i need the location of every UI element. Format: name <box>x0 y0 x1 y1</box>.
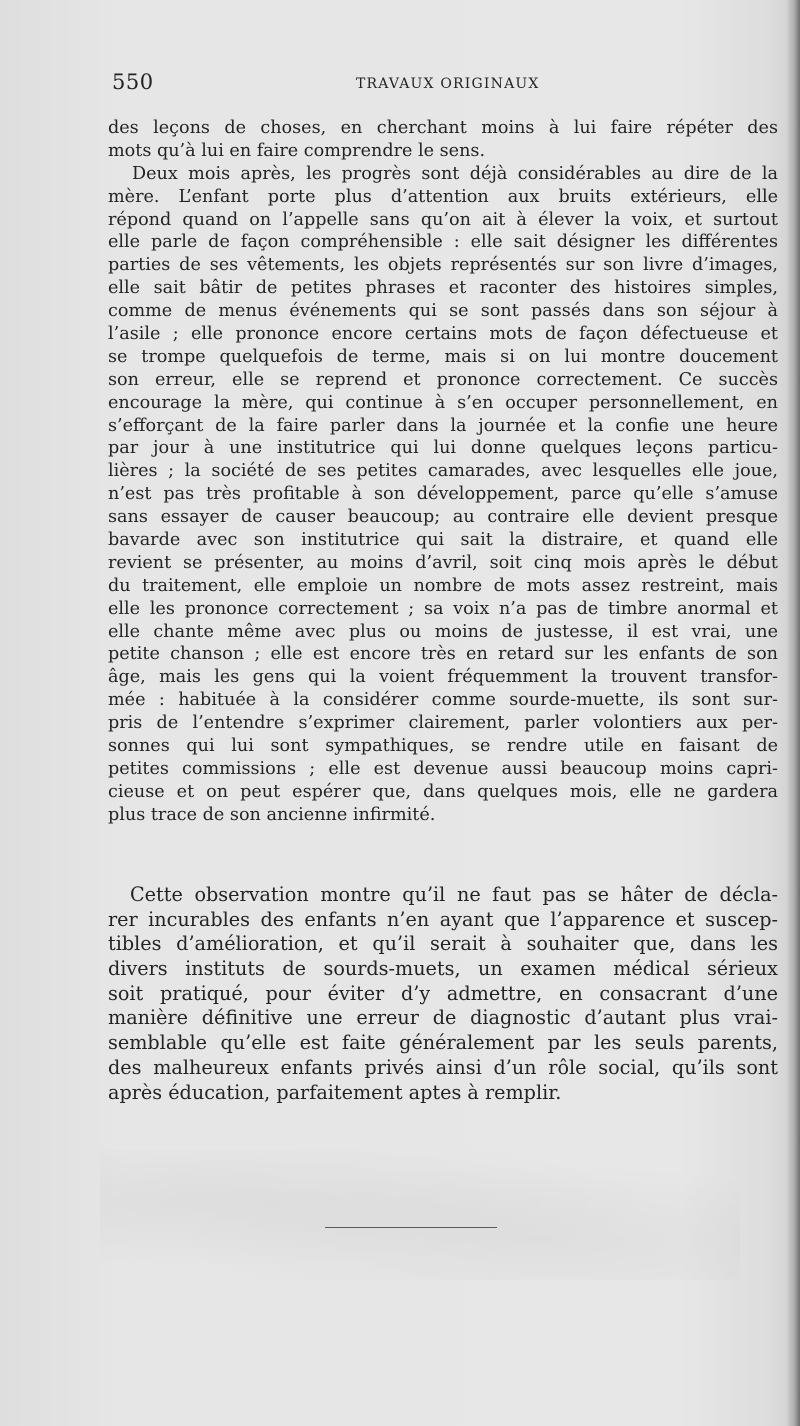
paragraph-case-report <box>108 117 778 827</box>
text-line: soit pratiqué, pour éviter d’y admettre, en consacrant d’une <box>108 981 778 1005</box>
page-header <box>112 70 772 100</box>
text-line: elle chante même avec plus ou moins de justesse, il est vrai, une <box>108 621 778 642</box>
text-line: Cette observation montre qu’il ne faut pas se hâter de décla- <box>130 883 778 906</box>
text-line: n’est pas très profitable à son développement, parce qu’elle s’amuse <box>108 484 778 505</box>
show-through-texture <box>100 1150 740 1280</box>
section-end-rule <box>325 1227 497 1228</box>
text-line: cieuse et on peut espérer que, dans quelques mois, elle ne gardera <box>108 781 778 802</box>
text-line: divers instituts de sourds-muets, un examen médical sérieux <box>108 957 778 981</box>
text-line: son erreur, elle se reprend et prononce correctement. Ce succès <box>108 369 778 390</box>
text-line: sans essayer de causer beaucoup; au contraire elle devient presque <box>108 507 778 528</box>
text-line: lières ; la société de ses petites camarades, avec lesquelles elle joue, <box>108 461 778 482</box>
text-line: des leçons de choses, en cherchant moins à lui faire répéter des <box>108 118 778 138</box>
text-line: mots qu’à lui en faire comprendre le sens. <box>108 140 486 161</box>
text-line: elle les prononce correctement ; sa voix n’a pas de timbre anormal et <box>108 598 778 619</box>
text-line: semblable qu’elle est faite généralement par les seuls parents, <box>108 1031 778 1055</box>
page-edge-shadow <box>786 0 800 1426</box>
paragraph-conclusion <box>108 883 778 1105</box>
text-line: l’asile ; elle prononce encore certains mots de façon défectueuse et <box>108 324 778 345</box>
text-line: âge, mais les gens qui la voient fréquemment la trouvent transfor- <box>108 667 778 688</box>
text-line: se trompe quelquefois de terme, mais si on lui montre doucement <box>108 346 778 367</box>
text-line: des malheureux enfants privés ainsi d’un rôle social, qu’ils sont <box>108 1055 778 1079</box>
running-title: TRAVAUX ORIGINAUX <box>356 76 540 92</box>
text-line: petite chanson ; elle est encore très en retard sur les enfants de son <box>108 644 778 665</box>
text-line: elle sait bâtir de petites phrases et raconter des histoires simples, <box>108 278 778 299</box>
text-line: rer incurables des enfants n’en ayant que l’apparence et suscep- <box>108 907 778 931</box>
text-line: plus trace de son ancienne infirmité. <box>108 804 436 825</box>
text-line: petites commissions ; elle est devenue aussi beaucoup moins capri- <box>108 758 778 779</box>
text-line: revient se présenter, au moins d’avril, soit cinq mois après le début <box>108 552 778 573</box>
text-line: Deux mois après, les progrès sont déjà considérables au dire de la <box>132 163 778 184</box>
text-line: tibles d’amélioration, et qu’il serait à souhaiter que, dans les <box>108 932 778 956</box>
text-line: bavarde avec son institutrice qui sait la distraire, et quand elle <box>108 530 778 551</box>
text-line: mère. L’enfant porte plus d’attention aux bruits extérieurs, elle <box>108 186 778 207</box>
text-line: mée : habituée à la considérer comme sourde-muette, ils sont sur- <box>108 690 778 711</box>
text-line: parties de ses vêtements, les objets représentés sur son livre d’images, <box>108 255 778 276</box>
text-line: après éducation, parfaitement aptes à remplir. <box>108 1080 562 1104</box>
text-line: encourage la mère, qui continue à s’en occuper personnellement, en <box>108 392 778 413</box>
text-line: répond quand on l’appelle sans qu’on ait à élever la voix, et surtout <box>108 209 778 230</box>
text-line: comme de menus événements qui se sont passés dans son séjour à <box>108 301 778 322</box>
text-line: manière définitive une erreur de diagnostic d’autant plus vrai- <box>108 1006 778 1030</box>
text-line: s’efforçant de la faire parler dans la journée et la confie une heure <box>108 415 778 436</box>
text-line: elle parle de façon compréhensible : elle sait désigner les différentes <box>108 232 778 253</box>
text-line: sonnes qui lui sont sympathiques, se rendre utile en faisant de <box>108 736 778 757</box>
text-line: par jour à une institutrice qui lui donne quelques leçons particu- <box>108 438 778 459</box>
text-line: pris de l’entendre s’exprimer clairement, parler volontiers aux per- <box>108 713 778 734</box>
text-line: du traitement, elle emploie un nombre de mots assez restreint, mais <box>108 575 778 596</box>
page-number: 550 <box>112 70 154 94</box>
